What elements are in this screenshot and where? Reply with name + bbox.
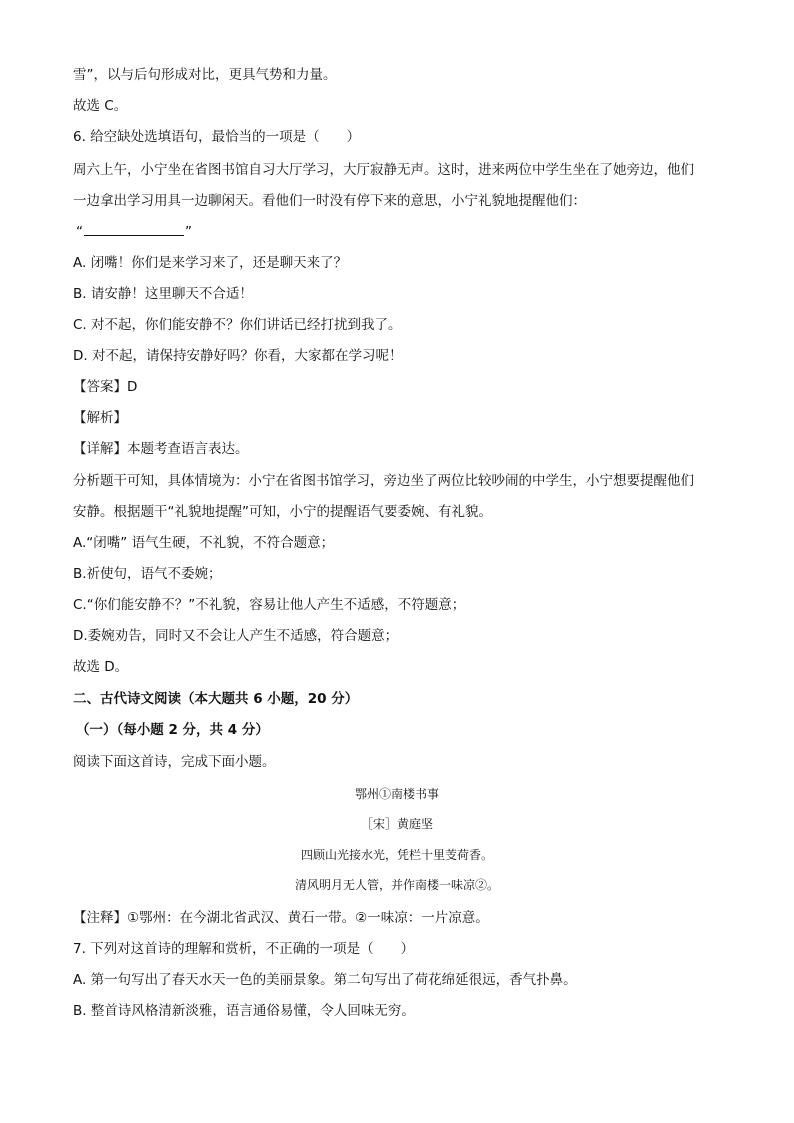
analysis-label: 【解析】 bbox=[73, 410, 127, 426]
detail-label: 【详解】本题考查语言表达。 bbox=[73, 441, 249, 457]
question-6-blank bbox=[76, 223, 192, 241]
explanation-line: 安静。根据题干“礼貌地提醒”可知，小宁的提醒语气要委婉、有礼貌。 bbox=[73, 504, 492, 520]
section-heading: 二、古代诗文阅读（本大题共 6 小题，20 分） bbox=[73, 691, 359, 707]
question-6-passage-line: 一边拿出学习用具一边聊闲天。看他们一时没有停下来的意思，小宁礼貌地提醒他们： bbox=[73, 193, 586, 209]
poem-line: 清风明月无人管，并作南楼一味凉②。 bbox=[294, 878, 499, 892]
answer-label: 【答案】D bbox=[73, 379, 138, 395]
fill-blank-line bbox=[84, 223, 184, 236]
explanation-option-c: C.“你们能安静不？”不礼貌，容易让他人产生不适感，不符题意； bbox=[73, 597, 466, 613]
question-7-stem: 7. 下列对这首诗的理解和赏析，不正确的一项是（ ） bbox=[73, 941, 415, 957]
open-quote: “ bbox=[76, 224, 83, 240]
option-d: D. 对不起，请保持安静好吗？你看，大家都在学习呢！ bbox=[73, 348, 403, 364]
option-c: C. 对不起，你们能安静不？你们讲话已经打扰到我了。 bbox=[73, 317, 402, 333]
explanation-option-b: B.祈使句，语气不委婉； bbox=[73, 566, 222, 582]
close-quote: ” bbox=[185, 224, 192, 240]
text-line: 故选 C。 bbox=[73, 98, 128, 114]
subsection-heading: （一）（每小题 2 分，共 4 分） bbox=[76, 722, 269, 738]
instruction-line: 阅读下面这首诗，完成下面小题。 bbox=[73, 754, 276, 770]
explanation-line: 分析题干可知，具体情境为：小宁在省图书馆学习，旁边坐了两位比较吵闹的中学生，小宁想要提醒他们 bbox=[73, 473, 694, 489]
explanation-option-d: D.委婉劝告，同时又不会让人产生不适感，符合题意； bbox=[73, 628, 399, 644]
question-6-passage-line: 周六上午，小宁坐在省图书馆自习大厅学习，大厅寂静无声。这时，进来两位中学生坐在了她旁边，他们 bbox=[73, 162, 694, 178]
poem-line: 四顾山光接水光，凭栏十里芰荷香。 bbox=[300, 848, 493, 862]
choose-line: 故选 D。 bbox=[73, 659, 129, 675]
question-6-stem: 6. 给空缺处选填语句，最恰当的一项是（ ） bbox=[73, 129, 361, 145]
option-b: B. 整首诗风格清新淡雅，语言通俗易懂，令人回味无穷。 bbox=[73, 1003, 415, 1019]
explanation-option-a: A.“闭嘴” 语气生硬，不礼貌，不符合题意； bbox=[73, 535, 335, 551]
option-b: B. 请安静！这里聊天不合适！ bbox=[73, 286, 253, 302]
text-line: 雪”，以与后句形成对比，更具气势和力量。 bbox=[73, 67, 337, 83]
option-a: A. 闭嘴！你们是来学习来了，还是聊天来了？ bbox=[73, 255, 348, 271]
note-line: 【注释】①鄂州：在今湖北省武汉、黄石一带。②一味凉：一片凉意。 bbox=[73, 910, 489, 926]
option-a: A. 第一句写出了春天水天一色的美丽景象。第二句写出了荷花绵延很远，香气扑鼻。 bbox=[73, 972, 577, 988]
poem-author: ［宋］黄庭坚 bbox=[360, 817, 433, 831]
poem-title: 鄂州①南楼书事 bbox=[354, 787, 439, 801]
